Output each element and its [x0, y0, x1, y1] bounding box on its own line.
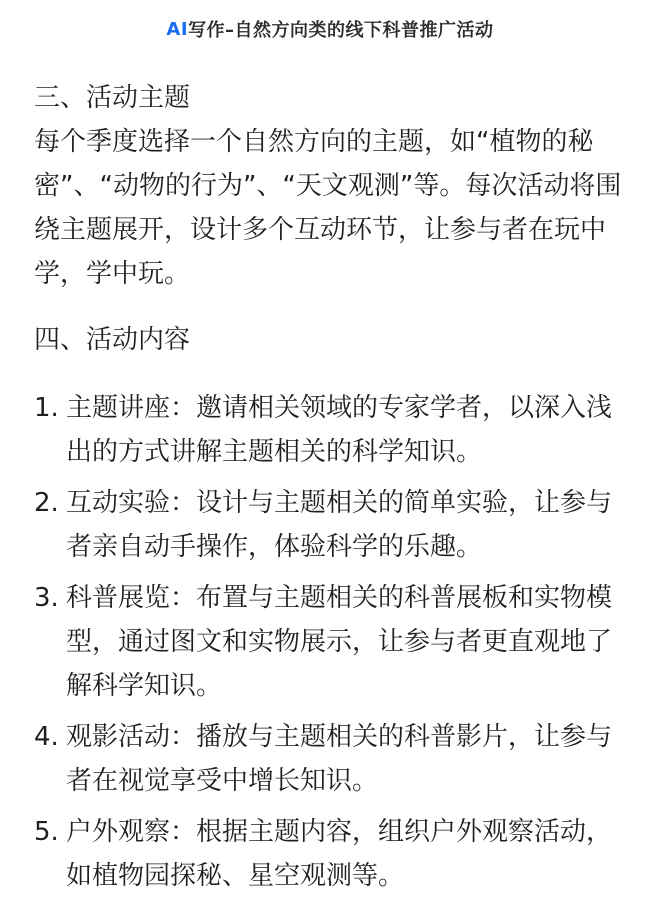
list-item-number: 1.: [34, 393, 59, 423]
content-list: [34, 386, 630, 898]
list-item-text: 科普展览：布置与主题相关的科普展板和实物模型，通过图文和实物展示，让参与者更直观地了解科学知识。: [66, 583, 613, 701]
page-header: [0, 0, 660, 58]
list-item-text: 主题讲座：邀请相关领域的专家学者，以深入浅出的方式讲解主题相关的科学知识。: [66, 393, 613, 467]
list-item: [34, 576, 630, 708]
list-item-number: 2.: [34, 488, 59, 518]
list-item-text: 互动实验：设计与主题相关的简单实验，让参与者亲自动手操作，体验科学的乐趣。: [66, 488, 613, 562]
list-item-text: 户外观察：根据主题内容，组织户外观察活动，如植物园探秘、星空观测等。: [66, 817, 613, 891]
list-item-number: 5.: [34, 817, 59, 847]
section-theme-paragraph: 每个季度选择一个自然方向的主题，如“植物的秘密”、“动物的行为”、“天文观测”等。每次活动将围绕主题展开，设计多个互动环节，让参与者在玩中学，学中玩。: [34, 127, 622, 289]
ai-label: AI: [166, 18, 189, 40]
list-item: [34, 715, 630, 803]
list-item: [34, 481, 630, 569]
list-item-number: 3.: [34, 583, 59, 613]
header-title: 写作–自然方向类的线下科普推广活动: [188, 20, 494, 41]
list-item-number: 4.: [34, 722, 59, 752]
list-item: [34, 810, 630, 898]
section-title-theme: 三、活动主题: [34, 83, 191, 113]
article-body: [0, 58, 660, 898]
list-item-text: 观影活动：播放与主题相关的科普影片，让参与者在视觉享受中增长知识。: [66, 722, 613, 796]
list-item: [34, 386, 630, 474]
section-title-content: 四、活动内容: [34, 325, 191, 355]
